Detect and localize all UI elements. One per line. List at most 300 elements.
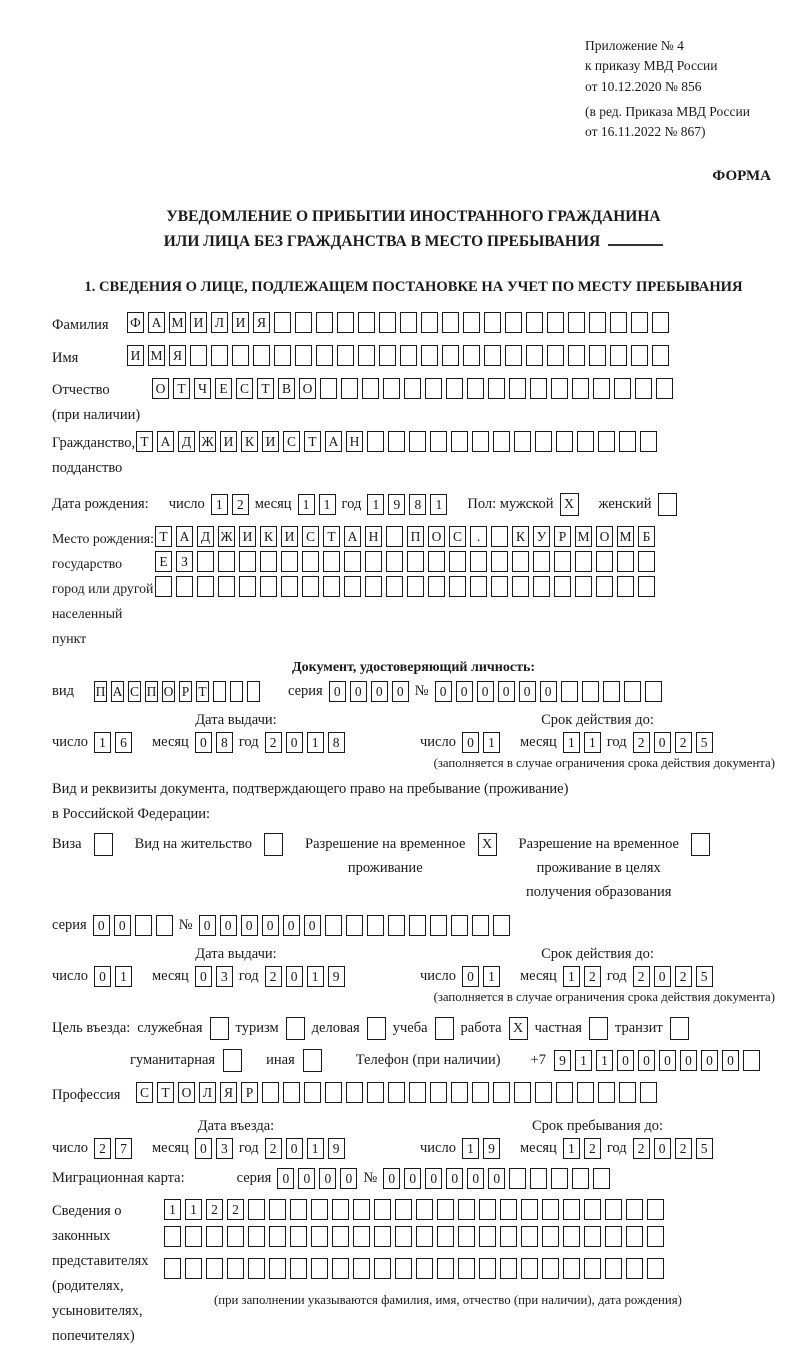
form-cell[interactable]: 1 xyxy=(483,732,500,753)
form-cell[interactable] xyxy=(400,345,417,366)
form-cell[interactable]: 0 xyxy=(467,1168,484,1189)
form-cell[interactable] xyxy=(512,576,529,597)
form-cell[interactable] xyxy=(472,915,489,936)
form-cell[interactable]: 1 xyxy=(115,966,132,987)
form-cell[interactable] xyxy=(344,576,361,597)
form-cell[interactable] xyxy=(346,915,363,936)
form-cell[interactable]: Т xyxy=(323,526,340,547)
form-cell[interactable] xyxy=(367,1082,384,1103)
form-cell[interactable]: 0 xyxy=(371,681,388,702)
form-cell[interactable] xyxy=(428,551,445,572)
form-cell[interactable] xyxy=(400,312,417,333)
form-cell[interactable] xyxy=(563,1258,580,1279)
form-cell[interactable]: 0 xyxy=(304,915,321,936)
checkbox-other[interactable] xyxy=(303,1049,322,1072)
checkbox-edu-permit[interactable] xyxy=(691,833,710,856)
form-cell[interactable] xyxy=(640,431,657,452)
form-cell[interactable] xyxy=(514,431,531,452)
form-cell[interactable] xyxy=(404,378,421,399)
form-cell[interactable]: 0 xyxy=(680,1050,697,1071)
form-cell[interactable]: Р xyxy=(241,1082,258,1103)
form-cell[interactable]: 0 xyxy=(277,1168,294,1189)
form-cell[interactable] xyxy=(647,1199,664,1220)
form-cell[interactable]: С xyxy=(128,681,141,702)
form-cell[interactable] xyxy=(386,576,403,597)
form-cell[interactable]: 8 xyxy=(409,494,426,515)
form-cell[interactable] xyxy=(316,312,333,333)
form-cell[interactable] xyxy=(521,1199,538,1220)
form-cell[interactable] xyxy=(561,681,578,702)
form-cell[interactable] xyxy=(185,1226,202,1247)
form-cell[interactable] xyxy=(409,915,426,936)
form-cell[interactable]: 7 xyxy=(115,1138,132,1159)
form-cell[interactable] xyxy=(596,551,613,572)
form-cell[interactable]: 0 xyxy=(220,915,237,936)
form-cell[interactable] xyxy=(274,345,291,366)
form-cell[interactable] xyxy=(593,378,610,399)
form-cell[interactable] xyxy=(269,1226,286,1247)
form-cell[interactable] xyxy=(253,345,270,366)
form-cell[interactable] xyxy=(346,1082,363,1103)
form-cell[interactable]: 5 xyxy=(696,1138,713,1159)
form-cell[interactable]: Б xyxy=(638,526,655,547)
form-cell[interactable] xyxy=(584,1199,601,1220)
form-cell[interactable]: 9 xyxy=(328,1138,345,1159)
form-cell[interactable] xyxy=(197,551,214,572)
form-cell[interactable] xyxy=(362,378,379,399)
form-cell[interactable] xyxy=(593,1168,610,1189)
form-cell[interactable]: 0 xyxy=(319,1168,336,1189)
form-cell[interactable]: Т xyxy=(257,378,274,399)
form-cell[interactable] xyxy=(135,915,152,936)
form-cell[interactable] xyxy=(353,1199,370,1220)
form-cell[interactable] xyxy=(652,345,669,366)
form-cell[interactable]: 0 xyxy=(446,1168,463,1189)
form-cell[interactable] xyxy=(281,576,298,597)
form-cell[interactable]: 0 xyxy=(286,966,303,987)
form-cell[interactable]: Д xyxy=(197,526,214,547)
form-cell[interactable]: 2 xyxy=(232,494,249,515)
form-cell[interactable] xyxy=(605,1199,622,1220)
form-cell[interactable]: 0 xyxy=(654,732,671,753)
form-cell[interactable] xyxy=(197,576,214,597)
form-cell[interactable] xyxy=(367,431,384,452)
form-cell[interactable] xyxy=(437,1258,454,1279)
form-cell[interactable] xyxy=(337,345,354,366)
form-cell[interactable] xyxy=(416,1199,433,1220)
form-cell[interactable] xyxy=(521,1258,538,1279)
form-cell[interactable] xyxy=(437,1226,454,1247)
form-cell[interactable]: О xyxy=(178,1082,195,1103)
form-cell[interactable] xyxy=(325,915,342,936)
form-cell[interactable]: 1 xyxy=(584,732,601,753)
form-cell[interactable]: К xyxy=(512,526,529,547)
form-cell[interactable]: Д xyxy=(178,431,195,452)
form-cell[interactable] xyxy=(395,1226,412,1247)
form-cell[interactable] xyxy=(213,681,226,702)
form-cell[interactable]: 0 xyxy=(659,1050,676,1071)
form-cell[interactable] xyxy=(379,345,396,366)
form-cell[interactable] xyxy=(358,312,375,333)
form-cell[interactable]: С xyxy=(283,431,300,452)
form-cell[interactable] xyxy=(260,551,277,572)
form-cell[interactable]: О xyxy=(428,526,445,547)
form-cell[interactable] xyxy=(568,312,585,333)
form-cell[interactable] xyxy=(605,1258,622,1279)
form-cell[interactable]: 0 xyxy=(435,681,452,702)
form-cell[interactable] xyxy=(211,345,228,366)
form-cell[interactable] xyxy=(239,576,256,597)
form-cell[interactable]: 0 xyxy=(392,681,409,702)
form-cell[interactable] xyxy=(479,1199,496,1220)
form-cell[interactable] xyxy=(451,431,468,452)
form-cell[interactable] xyxy=(526,345,543,366)
checkbox-visa[interactable] xyxy=(94,833,113,856)
form-cell[interactable] xyxy=(248,1199,265,1220)
form-cell[interactable] xyxy=(484,345,501,366)
form-cell[interactable]: 9 xyxy=(328,966,345,987)
form-cell[interactable] xyxy=(491,576,508,597)
form-cell[interactable]: 1 xyxy=(307,1138,324,1159)
form-cell[interactable] xyxy=(491,551,508,572)
form-cell[interactable] xyxy=(626,1258,643,1279)
form-cell[interactable]: 1 xyxy=(575,1050,592,1071)
form-cell[interactable] xyxy=(269,1199,286,1220)
form-cell[interactable] xyxy=(500,1226,517,1247)
form-cell[interactable] xyxy=(325,1082,342,1103)
form-cell[interactable]: 1 xyxy=(563,732,580,753)
form-cell[interactable] xyxy=(185,1258,202,1279)
form-cell[interactable]: 0 xyxy=(114,915,131,936)
form-cell[interactable]: Р xyxy=(554,526,571,547)
form-cell[interactable]: 2 xyxy=(675,966,692,987)
form-cell[interactable] xyxy=(430,915,447,936)
form-cell[interactable] xyxy=(463,345,480,366)
form-cell[interactable]: В xyxy=(278,378,295,399)
form-cell[interactable]: 0 xyxy=(701,1050,718,1071)
form-cell[interactable] xyxy=(395,1258,412,1279)
form-cell[interactable]: 2 xyxy=(633,966,650,987)
form-cell[interactable] xyxy=(493,915,510,936)
form-cell[interactable] xyxy=(554,551,571,572)
form-cell[interactable] xyxy=(430,431,447,452)
form-cell[interactable] xyxy=(488,378,505,399)
form-cell[interactable] xyxy=(577,1082,594,1103)
form-cell[interactable] xyxy=(386,551,403,572)
form-cell[interactable]: 2 xyxy=(633,732,650,753)
form-cell[interactable]: 8 xyxy=(328,732,345,753)
form-cell[interactable]: 2 xyxy=(675,1138,692,1159)
form-cell[interactable]: И xyxy=(281,526,298,547)
form-cell[interactable]: 0 xyxy=(462,732,479,753)
form-cell[interactable]: И xyxy=(232,312,249,333)
form-cell[interactable]: 0 xyxy=(94,966,111,987)
form-cell[interactable]: И xyxy=(262,431,279,452)
form-cell[interactable]: 1 xyxy=(430,494,447,515)
form-cell[interactable] xyxy=(239,551,256,572)
form-cell[interactable] xyxy=(451,1082,468,1103)
form-cell[interactable]: О xyxy=(299,378,316,399)
form-cell[interactable]: Ж xyxy=(218,526,235,547)
form-cell[interactable] xyxy=(365,576,382,597)
form-cell[interactable] xyxy=(491,526,508,547)
form-cell[interactable] xyxy=(388,1082,405,1103)
form-cell[interactable] xyxy=(458,1258,475,1279)
form-cell[interactable] xyxy=(575,576,592,597)
form-cell[interactable]: 0 xyxy=(262,915,279,936)
form-cell[interactable]: 1 xyxy=(462,1138,479,1159)
checkbox-business[interactable] xyxy=(210,1017,229,1040)
form-cell[interactable]: 0 xyxy=(383,1168,400,1189)
form-cell[interactable] xyxy=(232,345,249,366)
form-cell[interactable]: 1 xyxy=(94,732,111,753)
form-cell[interactable]: С xyxy=(449,526,466,547)
form-cell[interactable] xyxy=(421,312,438,333)
form-cell[interactable] xyxy=(365,551,382,572)
form-cell[interactable] xyxy=(206,1226,223,1247)
form-cell[interactable]: И xyxy=(220,431,237,452)
form-cell[interactable]: 0 xyxy=(654,1138,671,1159)
form-cell[interactable]: 0 xyxy=(654,966,671,987)
form-cell[interactable]: К xyxy=(241,431,258,452)
form-cell[interactable]: А xyxy=(344,526,361,547)
checkbox-tourism[interactable] xyxy=(286,1017,305,1040)
form-cell[interactable] xyxy=(281,551,298,572)
form-cell[interactable] xyxy=(367,915,384,936)
form-cell[interactable] xyxy=(521,1226,538,1247)
form-cell[interactable]: 2 xyxy=(675,732,692,753)
form-cell[interactable]: Н xyxy=(365,526,382,547)
form-cell[interactable]: 5 xyxy=(696,732,713,753)
form-cell[interactable] xyxy=(353,1258,370,1279)
form-cell[interactable] xyxy=(386,526,403,547)
form-cell[interactable]: Т xyxy=(196,681,209,702)
form-cell[interactable] xyxy=(302,551,319,572)
form-cell[interactable] xyxy=(383,378,400,399)
form-cell[interactable] xyxy=(577,431,594,452)
form-cell[interactable] xyxy=(484,312,501,333)
form-cell[interactable] xyxy=(598,1082,615,1103)
form-cell[interactable] xyxy=(500,1199,517,1220)
form-cell[interactable]: 0 xyxy=(350,681,367,702)
form-cell[interactable] xyxy=(617,551,634,572)
form-cell[interactable] xyxy=(274,312,291,333)
form-cell[interactable]: 0 xyxy=(488,1168,505,1189)
form-cell[interactable]: С xyxy=(236,378,253,399)
form-cell[interactable] xyxy=(311,1226,328,1247)
form-cell[interactable] xyxy=(176,576,193,597)
form-cell[interactable] xyxy=(316,345,333,366)
form-cell[interactable]: Л xyxy=(199,1082,216,1103)
form-cell[interactable]: И xyxy=(190,312,207,333)
form-cell[interactable]: 8 xyxy=(216,732,233,753)
form-cell[interactable]: 9 xyxy=(388,494,405,515)
form-cell[interactable] xyxy=(416,1226,433,1247)
checkbox-temp-permit[interactable]: X xyxy=(478,833,497,856)
form-cell[interactable]: С xyxy=(136,1082,153,1103)
form-cell[interactable] xyxy=(614,378,631,399)
form-cell[interactable]: 2 xyxy=(227,1199,244,1220)
form-cell[interactable] xyxy=(652,312,669,333)
form-cell[interactable] xyxy=(458,1199,475,1220)
form-cell[interactable] xyxy=(645,681,662,702)
form-cell[interactable] xyxy=(374,1226,391,1247)
form-cell[interactable]: О xyxy=(162,681,175,702)
checkbox-transit[interactable] xyxy=(670,1017,689,1040)
form-cell[interactable] xyxy=(542,1226,559,1247)
form-cell[interactable] xyxy=(493,1082,510,1103)
form-cell[interactable] xyxy=(640,1082,657,1103)
form-cell[interactable] xyxy=(283,1082,300,1103)
form-cell[interactable] xyxy=(589,345,606,366)
form-cell[interactable]: 0 xyxy=(462,966,479,987)
form-cell[interactable]: Ф xyxy=(127,312,144,333)
form-cell[interactable]: Л xyxy=(211,312,228,333)
form-cell[interactable]: 9 xyxy=(483,1138,500,1159)
form-cell[interactable] xyxy=(337,312,354,333)
form-cell[interactable]: Е xyxy=(155,551,172,572)
form-cell[interactable]: 2 xyxy=(265,732,282,753)
form-cell[interactable] xyxy=(572,378,589,399)
form-cell[interactable]: М xyxy=(575,526,592,547)
form-cell[interactable] xyxy=(374,1199,391,1220)
form-cell[interactable] xyxy=(449,576,466,597)
form-cell[interactable] xyxy=(656,378,673,399)
form-cell[interactable] xyxy=(409,1082,426,1103)
form-cell[interactable] xyxy=(472,431,489,452)
form-cell[interactable] xyxy=(311,1258,328,1279)
form-cell[interactable] xyxy=(395,1199,412,1220)
form-cell[interactable] xyxy=(262,1082,279,1103)
form-cell[interactable] xyxy=(617,576,634,597)
form-cell[interactable] xyxy=(514,1082,531,1103)
form-cell[interactable] xyxy=(619,1082,636,1103)
form-cell[interactable] xyxy=(631,312,648,333)
form-cell[interactable]: Т xyxy=(155,526,172,547)
form-cell[interactable]: Я xyxy=(220,1082,237,1103)
form-cell[interactable]: Я xyxy=(169,345,186,366)
form-cell[interactable] xyxy=(323,576,340,597)
form-cell[interactable] xyxy=(451,915,468,936)
form-cell[interactable]: 0 xyxy=(519,681,536,702)
form-cell[interactable] xyxy=(563,1199,580,1220)
form-cell[interactable]: 1 xyxy=(596,1050,613,1071)
form-cell[interactable]: 9 xyxy=(554,1050,571,1071)
form-cell[interactable]: А xyxy=(176,526,193,547)
form-cell[interactable] xyxy=(509,1168,526,1189)
form-cell[interactable] xyxy=(610,312,627,333)
form-cell[interactable]: Ж xyxy=(199,431,216,452)
form-cell[interactable]: Т xyxy=(304,431,321,452)
form-cell[interactable] xyxy=(164,1226,181,1247)
form-cell[interactable]: Н xyxy=(346,431,363,452)
form-cell[interactable] xyxy=(551,378,568,399)
form-cell[interactable]: И xyxy=(127,345,144,366)
form-cell[interactable] xyxy=(407,551,424,572)
form-cell[interactable]: 0 xyxy=(286,1138,303,1159)
form-cell[interactable]: Т xyxy=(173,378,190,399)
form-cell[interactable] xyxy=(505,312,522,333)
form-cell[interactable]: 1 xyxy=(483,966,500,987)
form-cell[interactable] xyxy=(430,1082,447,1103)
checkbox-residence-permit[interactable] xyxy=(264,833,283,856)
form-cell[interactable]: П xyxy=(145,681,158,702)
form-cell[interactable]: 1 xyxy=(185,1199,202,1220)
form-cell[interactable] xyxy=(449,551,466,572)
form-cell[interactable]: Е xyxy=(215,378,232,399)
form-cell[interactable] xyxy=(584,1226,601,1247)
form-cell[interactable] xyxy=(479,1258,496,1279)
form-cell[interactable]: 0 xyxy=(286,732,303,753)
form-cell[interactable]: 0 xyxy=(283,915,300,936)
form-cell[interactable] xyxy=(290,1226,307,1247)
form-cell[interactable] xyxy=(619,431,636,452)
form-cell[interactable]: О xyxy=(596,526,613,547)
form-cell[interactable]: 0 xyxy=(195,1138,212,1159)
form-cell[interactable] xyxy=(542,1199,559,1220)
form-cell[interactable] xyxy=(206,1258,223,1279)
checkbox-work[interactable]: X xyxy=(509,1017,528,1040)
form-cell[interactable]: 0 xyxy=(477,681,494,702)
form-cell[interactable]: Я xyxy=(253,312,270,333)
form-cell[interactable] xyxy=(596,576,613,597)
form-cell[interactable]: М xyxy=(169,312,186,333)
form-cell[interactable] xyxy=(647,1258,664,1279)
form-cell[interactable] xyxy=(416,1258,433,1279)
form-cell[interactable] xyxy=(535,431,552,452)
form-cell[interactable] xyxy=(479,1226,496,1247)
checkbox-female[interactable] xyxy=(658,493,677,516)
form-cell[interactable]: 0 xyxy=(195,966,212,987)
form-cell[interactable] xyxy=(290,1258,307,1279)
form-cell[interactable] xyxy=(407,576,424,597)
form-cell[interactable] xyxy=(463,312,480,333)
form-cell[interactable]: 3 xyxy=(216,1138,233,1159)
form-cell[interactable] xyxy=(542,1258,559,1279)
form-cell[interactable] xyxy=(446,378,463,399)
form-cell[interactable] xyxy=(353,1226,370,1247)
form-cell[interactable]: А xyxy=(157,431,174,452)
form-cell[interactable] xyxy=(218,551,235,572)
form-cell[interactable]: З xyxy=(176,551,193,572)
form-cell[interactable] xyxy=(374,1258,391,1279)
form-cell[interactable] xyxy=(260,576,277,597)
form-cell[interactable] xyxy=(551,1168,568,1189)
form-cell[interactable] xyxy=(425,378,442,399)
form-cell[interactable]: М xyxy=(617,526,634,547)
form-cell[interactable]: 1 xyxy=(367,494,384,515)
form-cell[interactable]: 0 xyxy=(329,681,346,702)
form-cell[interactable]: 0 xyxy=(425,1168,442,1189)
checkbox-commercial[interactable] xyxy=(367,1017,386,1040)
form-cell[interactable]: 3 xyxy=(216,966,233,987)
form-cell[interactable] xyxy=(323,551,340,572)
form-cell[interactable] xyxy=(470,576,487,597)
form-cell[interactable] xyxy=(638,551,655,572)
form-cell[interactable] xyxy=(472,1082,489,1103)
form-cell[interactable]: М xyxy=(148,345,165,366)
form-cell[interactable]: С xyxy=(302,526,319,547)
form-cell[interactable] xyxy=(530,378,547,399)
form-cell[interactable] xyxy=(332,1199,349,1220)
form-cell[interactable] xyxy=(530,1168,547,1189)
form-cell[interactable]: 2 xyxy=(206,1199,223,1220)
form-cell[interactable]: Ч xyxy=(194,378,211,399)
form-cell[interactable] xyxy=(190,345,207,366)
form-cell[interactable] xyxy=(589,312,606,333)
checkbox-humanitarian[interactable] xyxy=(223,1049,242,1072)
form-cell[interactable] xyxy=(500,1258,517,1279)
